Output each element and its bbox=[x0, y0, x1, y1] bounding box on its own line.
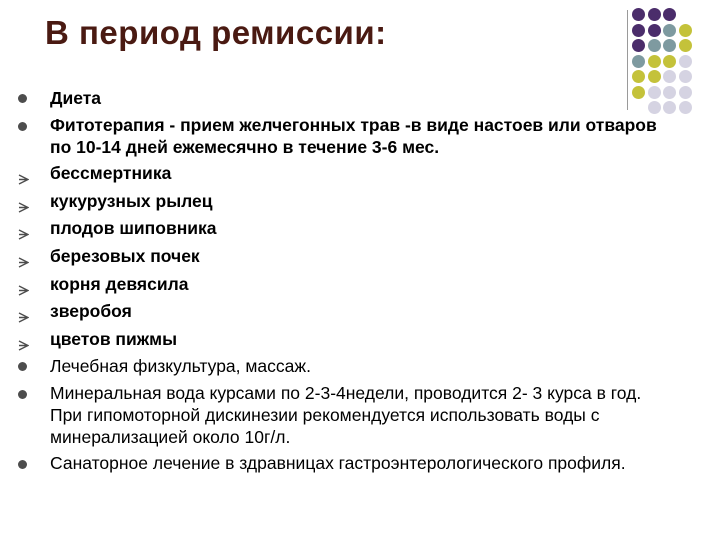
circle-bullet-icon bbox=[18, 362, 27, 371]
list-item bbox=[18, 272, 658, 296]
list-item bbox=[18, 327, 658, 351]
list-item-text: Диета bbox=[50, 88, 102, 108]
decorative-dot bbox=[679, 55, 692, 68]
list-item-text: Минеральная вода курсами по 2-3-4недели, проводится 2- 3 курса в год. При гипомоторной дискинезии рекомендуется использовать воды с минерализацией около 10г/л. bbox=[50, 382, 642, 447]
arrow-bullet-icon bbox=[18, 278, 29, 289]
decorative-dot bbox=[679, 101, 692, 114]
circle-bullet-icon bbox=[18, 122, 27, 131]
decorative-dot bbox=[663, 39, 676, 52]
list-item bbox=[18, 382, 658, 448]
decorative-dot bbox=[632, 70, 645, 83]
decorative-dot bbox=[679, 24, 692, 37]
list-item-text: зверобоя bbox=[50, 301, 132, 322]
list-item-text: плодов шиповника bbox=[50, 218, 217, 239]
decorative-dot bbox=[663, 101, 676, 114]
list-item bbox=[18, 452, 658, 474]
arrow-bullet-icon bbox=[18, 305, 29, 316]
list-item bbox=[18, 299, 658, 323]
decorative-dot bbox=[632, 24, 645, 37]
arrow-bullet-icon bbox=[18, 333, 29, 344]
list-item-text: корня девясила bbox=[50, 273, 189, 294]
list-item-text: Санаторное лечение в здравницах гастроэнтерологического профиля. bbox=[50, 452, 626, 473]
list-item bbox=[18, 114, 658, 158]
list-item bbox=[18, 244, 658, 268]
circle-bullet-icon bbox=[18, 460, 27, 469]
decorative-dot bbox=[632, 39, 645, 52]
list-item bbox=[18, 86, 658, 110]
decorative-dot bbox=[648, 70, 661, 83]
decorative-dot bbox=[648, 24, 661, 37]
list-item-text: цветов пижмы bbox=[50, 328, 178, 349]
bullet-list bbox=[18, 86, 658, 477]
list-item bbox=[18, 216, 658, 240]
decorative-dot bbox=[679, 70, 692, 83]
decorative-dot bbox=[632, 55, 645, 68]
decorative-dot bbox=[663, 55, 676, 68]
list-item-text: березовых почек bbox=[50, 245, 200, 266]
list-item-text: Лечебная физкультура, массаж. bbox=[50, 356, 311, 377]
list-item bbox=[18, 354, 658, 378]
list-item bbox=[18, 161, 658, 185]
decorative-dot bbox=[648, 8, 661, 21]
decorative-dot bbox=[663, 86, 676, 99]
list-item-text: кукурузных рылец bbox=[50, 190, 213, 211]
decorative-dot bbox=[663, 70, 676, 83]
decorative-dot bbox=[648, 55, 661, 68]
decorative-dot bbox=[648, 39, 661, 52]
arrow-bullet-icon bbox=[18, 167, 29, 178]
decorative-dot bbox=[632, 8, 645, 21]
list-item bbox=[18, 189, 658, 213]
decorative-dot bbox=[663, 8, 676, 21]
slide-title: В период ремиссии: bbox=[45, 14, 387, 51]
decorative-dot bbox=[663, 24, 676, 37]
arrow-bullet-icon bbox=[18, 195, 29, 206]
circle-bullet-icon bbox=[18, 390, 27, 399]
arrow-bullet-icon bbox=[18, 222, 29, 233]
list-item-text: Фитотерапия - прием желчегонных трав -в виде настоев или отваров по 10-14 дней ежемесячно в течение 3-6 мес. bbox=[50, 114, 657, 157]
arrow-bullet-icon bbox=[18, 250, 29, 261]
circle-bullet-icon bbox=[18, 94, 27, 103]
decorative-dot bbox=[679, 86, 692, 99]
decorative-dot bbox=[679, 39, 692, 52]
list-item-text: бессмертника bbox=[50, 163, 172, 184]
